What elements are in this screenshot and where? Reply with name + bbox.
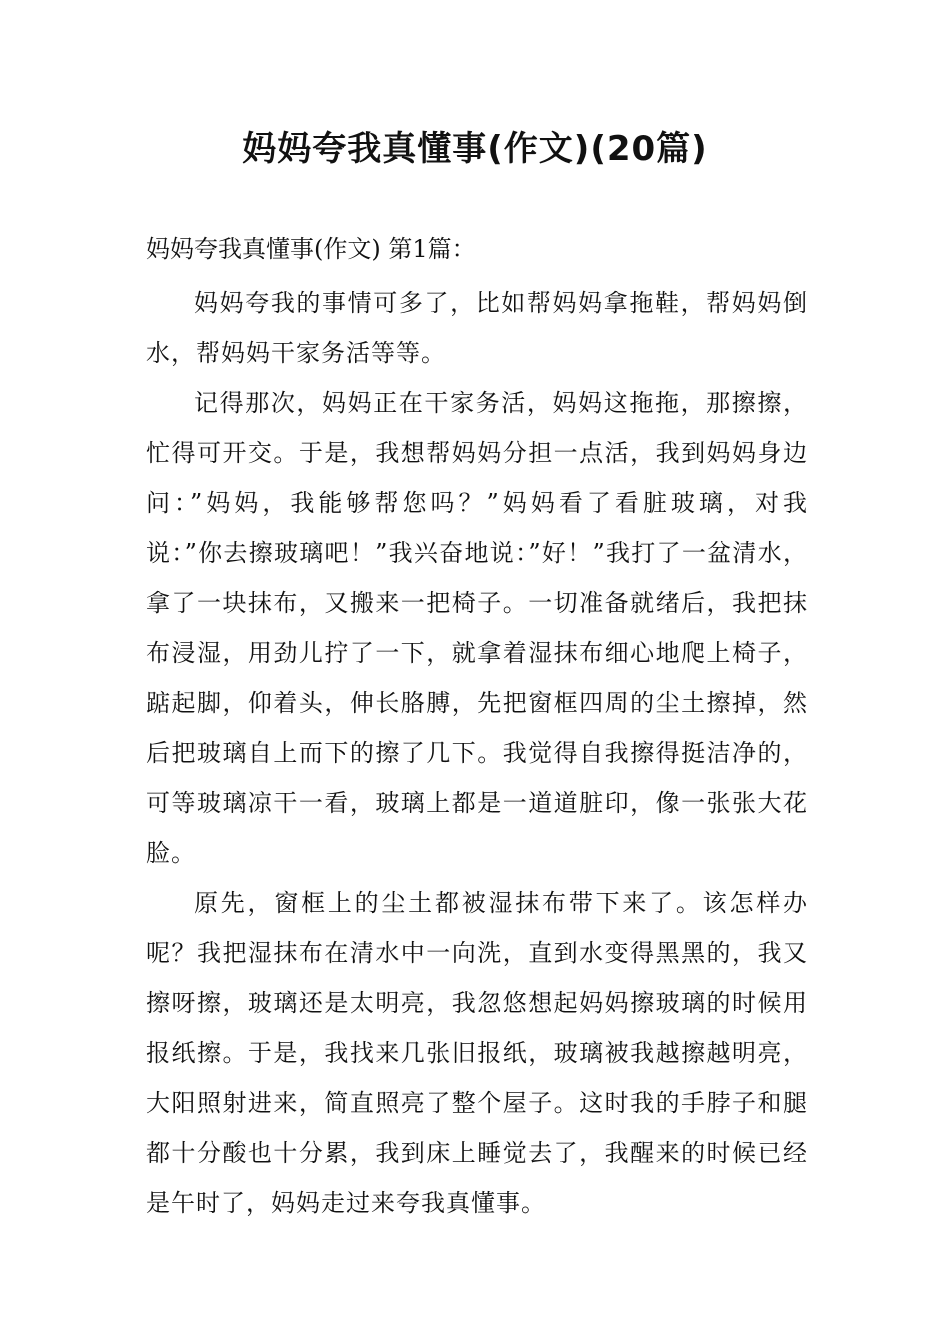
- section-heading: 妈妈夸我真懂事(作文) 第1篇：: [146, 235, 476, 263]
- paragraph: 妈妈夸我的事情可多了，比如帮妈妈拿拖鞋，帮妈妈倒水，帮妈妈干家务活等等。: [146, 289, 808, 367]
- document-title: 妈妈夸我真懂事(作文)(20篇): [242, 129, 708, 169]
- paragraph: 记得那次，妈妈正在干家务活，妈妈这拖拖，那擦擦，忙得可开交。于是，我想帮妈妈分担一点活，我到妈妈身边问：”妈妈，我能够帮您吗？”妈妈看了看脏玻璃，对我说：”你去擦玻璃吧！”我兴奋地说：”好！”我打了一盆清水，拿了一块抹布，又搬来一把椅子。一切准备就绪后，我把抹布浸湿，用劲儿拧了一下，就拿着湿抹布细心地爬上椅子，踮起脚，仰着头，伸长胳膊，先把窗框四周的尘土擦掉，然后把玻璃自上而下的擦了几下。我觉得自我擦得挺洁净的，可等玻璃凉干一看，玻璃上都是一道道脏印，像一张张大花脸。: [146, 389, 808, 867]
- paragraph: 原先，窗框上的尘土都被湿抹布带下来了。该怎样办呢？我把湿抹布在清水中一向洗，直到水变得黑黑的，我又擦呀擦，玻璃还是太明亮，我忽悠想起妈妈擦玻璃的时候用报纸擦。于是，我找来几张旧报纸，玻璃被我越擦越明亮，大阳照射进来，简直照亮了整个屋子。这时我的手脖子和腿都十分酸也十分累，我到床上睡觉去了，我醒来的时候已经是午时了，妈妈走过来夸我真懂事。: [146, 889, 808, 1217]
- article-body: [146, 278, 808, 1228]
